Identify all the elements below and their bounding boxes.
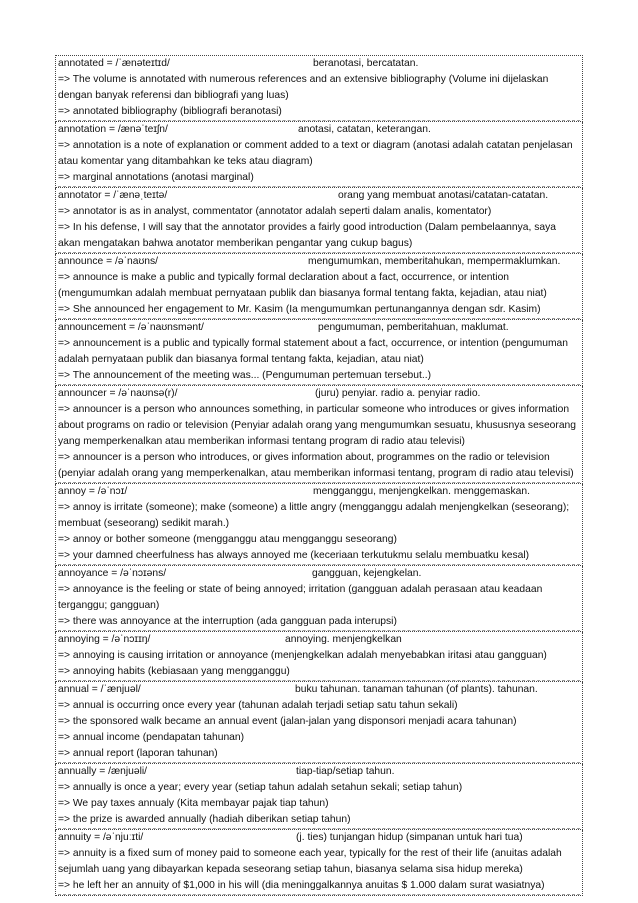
entry-head xyxy=(58,386,580,402)
entry-example-line: => the sponsored walk became an annual event (jalan-jalan yang disponsori menjadi acara tahunan) xyxy=(58,716,517,727)
entry-example-line: => annuity is a fixed sum of money paid to someone each year, typically for the rest of their life (anuitas adalah sejumlah uang yang dibayarkan kepada seseorang setiap tahun, biasanya selama sisa hidup mereka) xyxy=(58,848,562,875)
entry-meaning: orang yang membuat anotasi/catatan-catatan. xyxy=(338,190,549,201)
entry-head xyxy=(58,188,580,204)
dictionary-entry xyxy=(55,386,583,484)
entry-head xyxy=(58,682,580,698)
entry-meaning: mengganggu, menjengkelkan. menggemaskan. xyxy=(313,486,530,497)
entry-example-line: => annual income (pendapatan tahunan) xyxy=(58,732,245,743)
entry-example-line: => there was annoyance at the interruption (ada gangguan pada interupsi) xyxy=(58,614,580,631)
dictionary-page xyxy=(55,55,583,896)
entry-example-line: => annoying habits (kebiasaan yang mengganggu) xyxy=(58,664,580,681)
entry-meaning: mengumumkan, memberitahukan, mempermaklumkan. xyxy=(308,256,561,267)
dictionary-entry xyxy=(55,188,583,254)
entry-example-line: => announcer is a person who announces something, in particular someone who introduces or gives information about programs on radio or television (Penyiar adalah orang yang mengumumkan sesuatu, khususnya seseorang yang memperkenalkan atau memberikan informasi tentang program di radio atau televisi) xyxy=(58,404,577,447)
entry-word: annually = /ænjuəli/ xyxy=(58,766,148,777)
entry-word: announce = /əˈnaʊns/ xyxy=(58,256,159,267)
entry-example-line: => annotator is as in analyst, commentator (annotator adalah seperti dalam analis, komentator) xyxy=(58,206,492,217)
dictionary-entry xyxy=(55,254,583,320)
dictionary-entry xyxy=(55,682,583,764)
entry-example-line: => your damned cheerfulness has always annoyed me (keceriaan terkutukmu selalu membuatku kesal) xyxy=(58,548,580,565)
entry-example-line: => annoy or bother someone (mengganggu atau mengganggu seseorang) xyxy=(58,534,397,545)
entry-example-line: => annoyance is the feeling or state of being annoyed; irritation (gangguan adalah perasaan atau keadaan terganggu; gangguan) xyxy=(58,584,543,611)
entry-meaning: buku tahunan. tanaman tahunan (of plants). tahunan. xyxy=(295,684,538,695)
entry-meaning: (j. ties) tunjangan hidup (simpanan untuk hari tua) xyxy=(296,832,523,843)
entry-example-line: => he left her an annuity of $1,000 in his will (dia meninggalkannya anuitas $ 1.000 dalam surat wasiatnya) xyxy=(58,878,580,895)
entry-example-line: => marginal annotations (anotasi marginal) xyxy=(58,170,580,187)
entry-head xyxy=(58,830,580,846)
entry-word: annotation = /ænəˈteɪʃn/ xyxy=(58,124,168,135)
entry-word: annoyance = /əˈnɔɪəns/ xyxy=(58,568,167,579)
entry-word: annoying = /əˈnɔɪɪŋ/ xyxy=(58,634,151,645)
entry-word: annoy = /əˈnɔɪ/ xyxy=(58,486,128,497)
dictionary-entry xyxy=(55,55,583,122)
entry-example-line: => annual report (laporan tahunan) xyxy=(58,746,580,763)
dictionary-entry xyxy=(55,830,583,896)
entry-example-line: => The volume is annotated with numerous references and an extensive bibliography (Volume ini dijelaskan dengan banyak referensi dan bibliografi yang luas) xyxy=(58,74,549,101)
entry-example-line: => We pay taxes annualy (Kita membayar pajak tiap tahun) xyxy=(58,798,329,809)
entry-meaning: tiap-tiap/setiap tahun. xyxy=(296,766,395,777)
entry-example-line: => The announcement of the meeting was... (Pengumuman pertemuan tersebut..) xyxy=(58,368,580,385)
entry-head xyxy=(58,254,580,270)
entry-example-line: => announcement is a public and typically formal statement about a fact, occurrence, or intention (pengumuman adalah pernyataan publik dan biasanya formal tentang fakta, kejadian, atau niat) xyxy=(58,338,568,365)
entry-example-line: => She announced her engagement to Mr. Kasim (Ia mengumumkan pertunangannya dengan sdr. Kasim) xyxy=(58,302,580,319)
entry-example-line: => annually is once a year; every year (setiap tahun adalah setahun sekali; setiap tahun) xyxy=(58,782,463,793)
entry-meaning: annoying. menjengkelkan xyxy=(285,634,402,645)
entry-head xyxy=(58,484,580,500)
entry-meaning: beranotasi, bercatatan. xyxy=(313,58,419,69)
entry-example-line: => annotation is a note of explanation or comment added to a text or diagram (anotasi adalah catatan penjelasan atau komentar yang ditambahkan ke teks atau diagram) xyxy=(58,140,573,167)
entry-example-line: => annual is occurring once every year (tahunan adalah terjadi setiap satu tahun sekali) xyxy=(58,700,458,711)
dictionary-entry xyxy=(55,320,583,386)
entry-word: annuity = /əˈnjuːɪti/ xyxy=(58,832,144,843)
entry-example-line: => annoying is causing irritation or annoyance (menjengkelkan adalah menyebabkan iritasi atau gangguan) xyxy=(58,650,547,661)
dictionary-entry xyxy=(55,122,583,188)
dictionary-entry xyxy=(55,566,583,632)
entry-example-line: => annotated bibliography (bibliografi beranotasi) xyxy=(58,104,580,121)
entry-head xyxy=(58,632,580,648)
entry-word: annotated = /ˈænəteɪtɪd/ xyxy=(58,58,170,69)
dictionary-entry xyxy=(55,764,583,830)
entry-word: annual = /ˈænjuəl/ xyxy=(58,684,141,695)
entry-example-line: => In his defense, I will say that the annotator provides a fairly good introduction (Dalam pembelaannya, saya akan mengatakan bahwa anotator memberikan pengantar yang cukup bagus) xyxy=(58,220,580,253)
entry-head xyxy=(58,320,580,336)
entry-example-line: => announcer is a person who introduces, or gives information about, programmes on the radio or television (penyiar adalah orang yang memperkenalkan, atau memberikan informasi tentang, program di radio atau televisi) xyxy=(58,450,580,483)
entry-word: announcement = /əˈnaʊnsmənt/ xyxy=(58,322,204,333)
dictionary-entry xyxy=(55,484,583,566)
entry-head xyxy=(58,566,580,582)
entry-example-line: => annoy is irritate (someone); make (someone) a little angry (mengganggu adalah menjengkelkan (seseorang); membuat (seseorang) sedikit marah.) xyxy=(58,502,570,529)
entry-meaning: pengumuman, pemberitahuan, maklumat. xyxy=(318,322,509,333)
entry-example-line: => announce is make a public and typically formal declaration about a fact, occurrence, or intention (mengumumkan adalah membuat pernyataan publik dan biasanya formal tentang fakta, kejadian, atau niat) xyxy=(58,272,547,299)
entry-meaning: (juru) penyiar. radio a. penyiar radio. xyxy=(315,388,481,399)
entry-head xyxy=(58,56,580,72)
entry-head xyxy=(58,122,580,138)
entry-meaning: gangguan, kejengkelan. xyxy=(312,568,422,579)
entry-word: announcer = /əˈnaʊnsə(r)/ xyxy=(58,388,178,399)
entry-meaning: anotasi, catatan, keterangan. xyxy=(298,124,431,135)
entry-example-line: => the prize is awarded annually (hadiah diberikan setiap tahun) xyxy=(58,812,580,829)
entry-word: annotator = /ˈænəˌteɪtə/ xyxy=(58,190,168,201)
entry-head xyxy=(58,764,580,780)
dictionary-entry xyxy=(55,632,583,682)
